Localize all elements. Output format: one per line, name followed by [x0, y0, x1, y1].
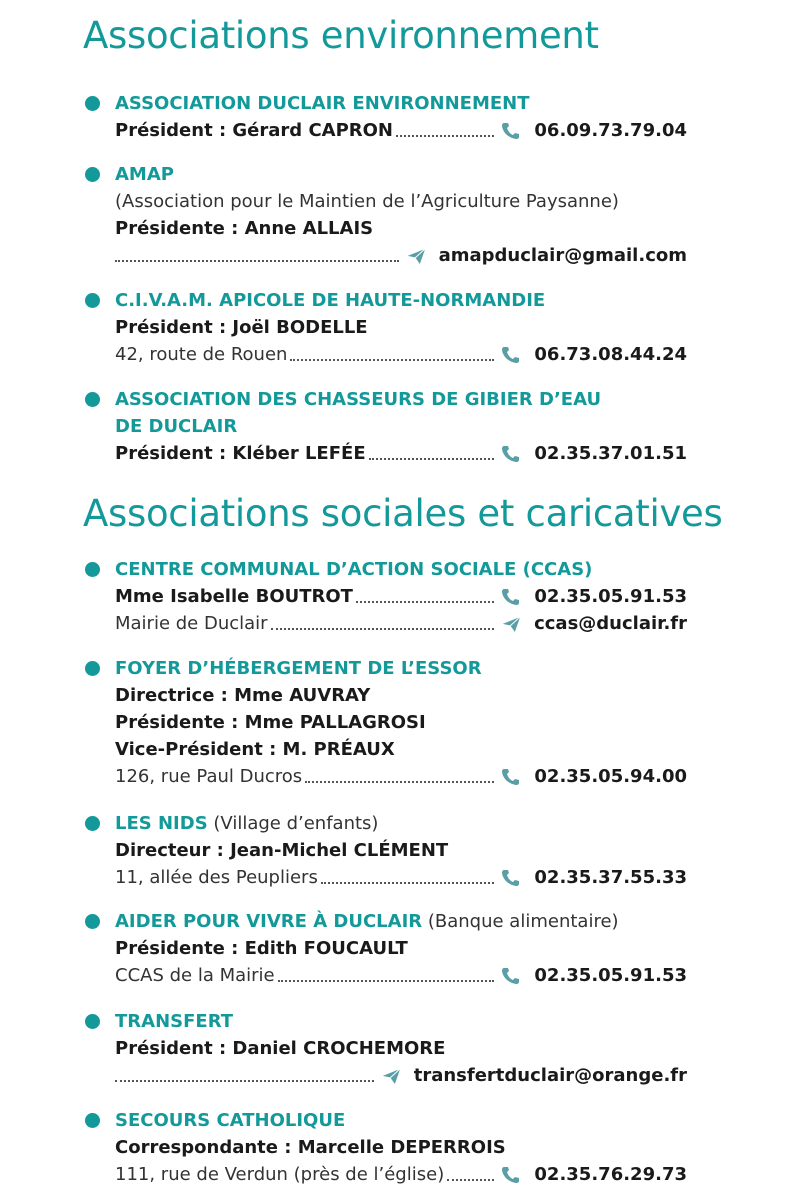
bullet-icon [85, 914, 100, 929]
contact-address: CCAS de la Mairie [115, 965, 275, 986]
contact-row [83, 117, 687, 144]
phone-icon [500, 1165, 522, 1185]
contact-row [83, 610, 687, 637]
association-name: C.I.V.A.M. APICOLE DE HAUTE-NORMANDIE [115, 290, 546, 311]
dot-leader [290, 358, 494, 361]
phone-icon [500, 345, 522, 365]
association-name: FOYER D’HÉBERGEMENT DE L’ESSOR [115, 658, 482, 679]
contact-row [83, 440, 687, 467]
association-entry [83, 1008, 687, 1089]
contact-row [83, 242, 687, 269]
bullet-icon [85, 392, 100, 407]
association-entry [83, 161, 687, 269]
section-title-environnement: Associations environnement [83, 14, 599, 57]
dot-leader [305, 780, 494, 783]
dot-leader [447, 1178, 494, 1181]
send-icon [380, 1066, 402, 1086]
dot-leader [369, 457, 495, 460]
email-address[interactable]: transfertduclair@orange.fr [413, 1065, 687, 1086]
contact-row [83, 341, 687, 368]
send-icon [500, 614, 522, 634]
association-entry [83, 810, 687, 891]
association-name: AIDER POUR VIVRE À DUCLAIR [115, 911, 423, 932]
association-entry [83, 386, 687, 467]
phone-number[interactable]: 02.35.37.55.33 [534, 867, 687, 888]
association-name-continued: DE DUCLAIR [115, 416, 238, 437]
bullet-icon [85, 96, 100, 111]
contact-person: Présidente : Mme PALLAGROSI [115, 712, 426, 733]
contact-person: Directeur : Jean-Michel CLÉMENT [115, 840, 449, 861]
contact-person: Président : Kléber LEFÉE [115, 443, 366, 464]
contact-address: 11, allée des Peupliers [115, 867, 318, 888]
contact-address: 126, rue Paul Ducros [115, 766, 303, 787]
association-subtitle: (Banque alimentaire) [422, 911, 619, 932]
bullet-icon [85, 661, 100, 676]
contact-address: 42, route de Rouen [115, 344, 288, 365]
contact-person: Vice-Président : M. PRÉAUX [115, 739, 395, 760]
dot-leader [115, 1079, 374, 1082]
dot-leader [115, 259, 399, 262]
bullet-icon [85, 167, 100, 182]
contact-person: Mme Isabelle BOUTROT [115, 586, 353, 607]
association-entry [83, 556, 687, 637]
bullet-icon [85, 1113, 100, 1128]
contact-row [83, 763, 687, 790]
phone-icon [500, 444, 522, 464]
association-name: LES NIDS [115, 813, 208, 834]
association-name: SECOURS CATHOLIQUE [115, 1110, 346, 1131]
contact-person: Présidente : Anne ALLAIS [115, 218, 374, 239]
association-name: ASSOCIATION DES CHASSEURS DE GIBIER D’EAU [115, 389, 602, 410]
contact-person: Directrice : Mme AUVRAY [115, 685, 371, 706]
association-entry [83, 90, 687, 144]
bullet-icon [85, 562, 100, 577]
contact-address: 111, rue de Verdun (près de l’église) [115, 1164, 445, 1185]
association-description: (Association pour le Maintien de l’Agriculture Paysanne) [115, 191, 619, 212]
email-address[interactable]: ccas@duclair.fr [534, 613, 687, 634]
association-entry [83, 908, 687, 989]
send-icon [405, 246, 427, 266]
section-title-sociales: Associations sociales et caricatives [83, 492, 723, 535]
phone-number[interactable]: 02.35.05.94.00 [534, 766, 687, 787]
dot-leader [356, 600, 494, 603]
contact-person: Président : Daniel CROCHEMORE [115, 1038, 446, 1059]
contact-row [83, 1062, 687, 1089]
dot-leader [271, 627, 495, 630]
dot-leader [278, 979, 495, 982]
email-address[interactable]: amapduclair@gmail.com [438, 245, 687, 266]
phone-icon [500, 966, 522, 986]
bullet-icon [85, 293, 100, 308]
phone-number[interactable]: 02.35.37.01.51 [534, 443, 687, 464]
contact-person: Président : Gérard CAPRON [115, 120, 393, 141]
phone-number[interactable]: 06.09.73.79.04 [534, 120, 687, 141]
phone-icon [500, 868, 522, 888]
dot-leader [396, 134, 494, 137]
phone-icon [500, 767, 522, 787]
phone-number[interactable]: 02.35.05.91.53 [534, 586, 687, 607]
contact-person: Présidente : Edith FOUCAULT [115, 938, 408, 959]
bullet-icon [85, 816, 100, 831]
association-entry [83, 655, 687, 790]
phone-number[interactable]: 02.35.76.29.73 [534, 1164, 687, 1185]
contact-row [83, 864, 687, 891]
phone-icon [500, 121, 522, 141]
contact-row [83, 1161, 687, 1188]
association-name: AMAP [115, 164, 174, 185]
association-subtitle: (Village d’enfants) [207, 813, 379, 834]
contact-person: Président : Joël BODELLE [115, 317, 368, 338]
association-name: ASSOCIATION DUCLAIR ENVIRONNEMENT [115, 93, 530, 114]
contact-row [83, 962, 687, 989]
contact-address: Mairie de Duclair [115, 613, 268, 634]
contact-person: Correspondante : Marcelle DEPERROIS [115, 1137, 506, 1158]
contact-row [83, 583, 687, 610]
phone-number[interactable]: 02.35.05.91.53 [534, 965, 687, 986]
association-entry [83, 287, 687, 368]
dot-leader [321, 881, 495, 884]
phone-number[interactable]: 06.73.08.44.24 [534, 344, 687, 365]
phone-icon [500, 587, 522, 607]
association-entry [83, 1107, 687, 1188]
bullet-icon [85, 1014, 100, 1029]
association-name: CENTRE COMMUNAL D’ACTION SOCIALE (CCAS) [115, 559, 593, 580]
association-name: TRANSFERT [115, 1011, 234, 1032]
